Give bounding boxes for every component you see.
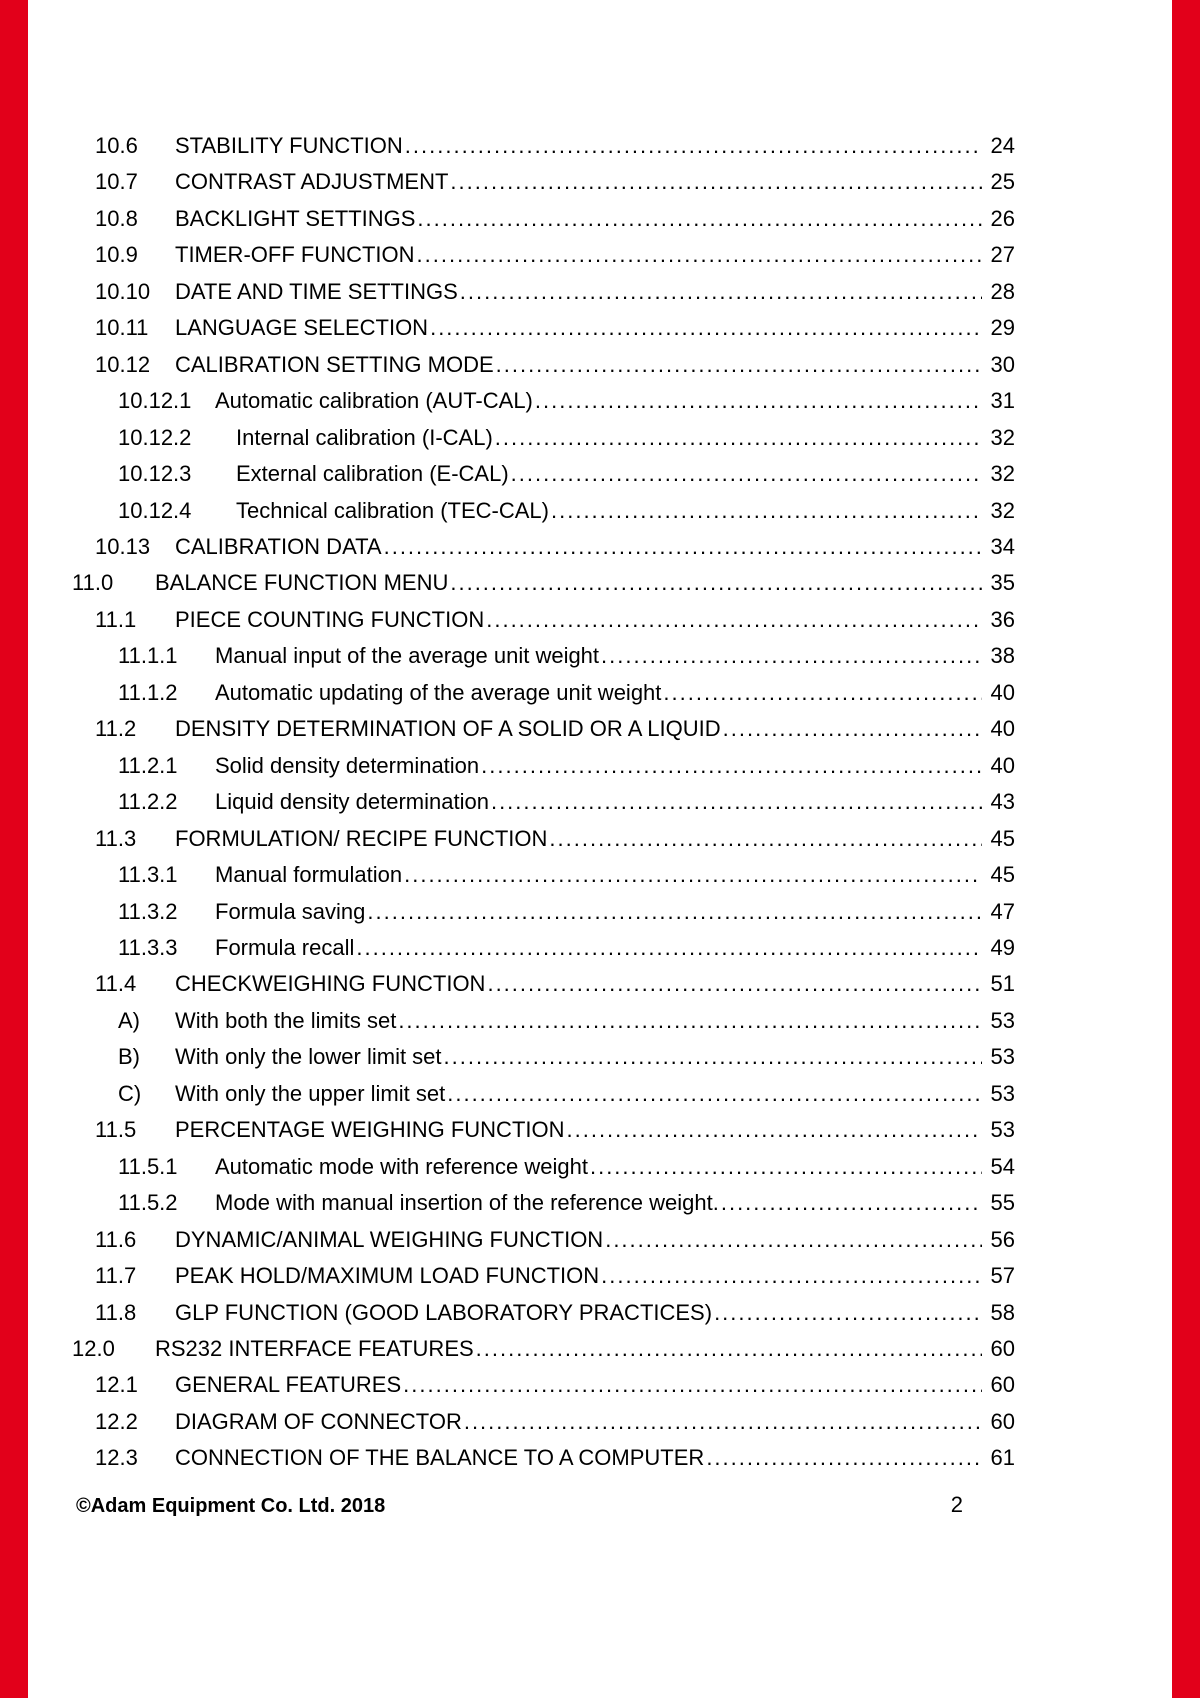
toc-entry [72,857,1015,893]
toc-entry-page-number: 45 [990,825,1015,851]
toc-entry-page-number: 58 [990,1299,1015,1325]
toc-entry-number: 12.3 [95,1445,138,1471]
toc-entry [72,529,1015,565]
toc-entry-page-number: 53 [990,1080,1015,1106]
toc-entry-label: DYNAMIC/ANIMAL WEIGHING FUNCTION [175,1226,604,1252]
toc-entry-label: CONNECTION OF THE BALANCE TO A COMPUTER [175,1445,705,1471]
toc-entry [72,128,1015,164]
toc-entry-label: Mode with manual insertion of the reference weight. [215,1190,719,1216]
toc-entry-label: Automatic updating of the average unit weight [215,679,662,705]
toc-entry [72,565,1015,601]
toc-entry-label: PERCENTAGE WEIGHING FUNCTION [175,1117,565,1143]
toc-entry [72,1076,1015,1112]
toc-entry-label: Internal calibration (I-CAL) [236,424,493,450]
toc-leader-dots [496,347,982,383]
toc-leader-dots [398,1003,982,1039]
toc-entry [72,1185,1015,1221]
toc-entry-page-number: 54 [990,1153,1015,1179]
toc-entry-number: 10.7 [95,169,138,195]
toc-entry [72,638,1015,674]
toc-entry-number: 11.3.3 [118,934,178,960]
toc-entry-label: Formula recall [215,934,355,960]
toc-entry-number: 12.2 [95,1408,138,1434]
toc-entry-page-number: 35 [990,570,1015,596]
toc-leader-dots [464,1404,982,1440]
toc-entry-number: 11.2.2 [118,789,178,815]
toc-entry-page-number: 47 [990,898,1015,924]
toc-entry-label: Manual input of the average unit weight [215,643,600,669]
toc-leader-dots [405,128,982,164]
toc-leader-dots [476,1331,982,1367]
toc-entry-page-number: 29 [990,315,1015,341]
toc-entry-page-number: 32 [990,424,1015,450]
toc-leader-dots [567,1112,983,1148]
toc-entry-page-number: 36 [990,606,1015,632]
toc-entry-number: 11.5 [95,1117,137,1143]
toc-entry [72,164,1015,200]
toc-entry-label: GLP FUNCTION (GOOD LABORATORY PRACTICES) [175,1299,713,1325]
toc-entry-number: 11.5.2 [118,1190,178,1216]
toc-entry-page-number: 53 [990,1117,1015,1143]
toc-entry-page-number: 43 [990,789,1015,815]
toc-entry-label: With only the lower limit set [175,1044,442,1070]
toc-entry-label: External calibration (E-CAL) [236,461,509,487]
toc-leader-dots [367,894,982,930]
toc-entry-number: 11.4 [95,971,137,997]
toc-entry-label: DENSITY DETERMINATION OF A SOLID OR A LIQUID [175,716,721,742]
toc-entry [72,711,1015,747]
toc-leader-dots [601,1258,982,1294]
toc-entry [72,201,1015,237]
toc-entry-page-number: 26 [990,205,1015,231]
toc-entry-label: Liquid density determination [215,789,489,815]
toc-entry-number: 11.2 [95,716,137,742]
toc-entry-label: Manual formulation [215,862,403,888]
toc-entry-number: 10.8 [95,205,138,231]
toc-entry-page-number: 61 [990,1445,1015,1471]
toc-leader-dots [511,456,982,492]
toc-entry [72,784,1015,820]
toc-leader-dots [590,1149,982,1185]
toc-entry-number: 11.8 [95,1299,137,1325]
toc-entry-label: CALIBRATION DATA [175,533,382,559]
toc-leader-dots [447,1076,982,1112]
toc-leader-dots [495,420,982,456]
toc-entry-page-number: 38 [990,643,1015,669]
toc-leader-dots [601,638,982,674]
toc-leader-dots [535,383,982,419]
toc-entry-page-number: 56 [990,1226,1015,1252]
toc-entry [72,493,1015,529]
toc-entry-number: 10.6 [95,133,138,158]
toc-leader-dots [356,930,982,966]
toc-entry-number: 11.1 [95,606,137,632]
toc-entry-number: 11.0 [72,570,114,596]
table-of-contents [72,128,1015,1477]
toc-entry-label: FORMULATION/ RECIPE FUNCTION [175,825,548,851]
toc-entry [72,1222,1015,1258]
toc-entry-label: BACKLIGHT SETTINGS [175,205,416,231]
toc-entry [72,1149,1015,1185]
toc-entry [72,930,1015,966]
toc-entry-label: With both the limits set [175,1007,397,1033]
toc-leader-dots [450,164,982,200]
toc-entry [72,966,1015,1002]
toc-entry-page-number: 53 [990,1007,1015,1033]
toc-entry-label: STABILITY FUNCTION [175,133,403,158]
toc-entry-number: 12.0 [72,1335,115,1361]
toc-entry-label: DATE AND TIME SETTINGS [175,278,458,304]
toc-entry-label: Technical calibration (TEC-CAL) [236,497,549,523]
toc-entry-number: 10.9 [95,242,138,268]
toc-entry-number: 10.12.2 [118,424,192,450]
toc-entry [72,456,1015,492]
toc-entry-number: 10.13 [95,533,151,559]
toc-entry-number: 11.1.2 [118,679,178,705]
toc-entry-page-number: 40 [990,679,1015,705]
toc-leader-dots [721,1185,982,1221]
toc-entry-page-number: 53 [990,1044,1015,1070]
toc-leader-dots [444,1039,982,1075]
toc-entry-number: 10.12.3 [118,461,192,487]
toc-entry-number: 10.11 [95,315,149,341]
toc-entry-number: 11.7 [95,1263,137,1289]
toc-leader-dots [706,1440,982,1476]
toc-entry-page-number: 40 [990,752,1015,778]
page-footer [76,1492,1015,1518]
toc-entry-number: 12.1 [95,1372,138,1398]
toc-entry-number: A) [118,1007,140,1033]
toc-entry [72,1440,1015,1476]
toc-entry-label: PEAK HOLD/MAXIMUM LOAD FUNCTION [175,1263,600,1289]
toc-entry-page-number: 31 [990,388,1015,414]
toc-entry-page-number: 45 [990,862,1015,888]
toc-entry-number: 11.5.1 [118,1153,178,1179]
footer-copyright: ©Adam Equipment Co. Ltd. 2018 [76,1495,386,1517]
toc-entry-number: 10.12.1 [118,388,192,414]
toc-leader-dots [486,602,982,638]
toc-entry-number: 11.3.2 [118,898,178,924]
toc-entry-page-number: 60 [990,1408,1015,1434]
toc-entry [72,1258,1015,1294]
toc-entry [72,1331,1015,1367]
toc-entry [72,383,1015,419]
toc-entry-label: Automatic mode with reference weight [215,1153,588,1179]
toc-entry-number: 10.12 [95,351,151,377]
toc-entry-label: LANGUAGE SELECTION [175,315,429,341]
toc-entry-label: GENERAL FEATURES [175,1372,402,1398]
toc-entry-number: 10.12.4 [118,497,192,523]
toc-entry-page-number: 55 [990,1190,1015,1216]
toc-entry [72,602,1015,638]
toc-entry-page-number: 24 [990,133,1015,158]
toc-leader-dots [714,1295,982,1331]
toc-entry-number: 11.1.1 [118,643,178,669]
toc-entry-page-number: 60 [990,1372,1015,1398]
toc-leader-dots [605,1222,982,1258]
toc-entry-label: TIMER-OFF FUNCTION [175,242,415,268]
toc-entry-number: 11.3 [95,825,137,851]
toc-entry-number: 11.6 [95,1226,137,1252]
toc-entry [72,1112,1015,1148]
toc-entry-page-number: 57 [990,1263,1015,1289]
toc-entry-page-number: 40 [990,716,1015,742]
toc-leader-dots [551,493,982,529]
toc-leader-dots [384,529,982,565]
toc-leader-dots [430,310,982,346]
toc-entry-label: Solid density determination [215,752,480,778]
toc-entry [72,420,1015,456]
toc-entry-label: CALIBRATION SETTING MODE [175,351,494,377]
toc-entry-label: With only the upper limit set [175,1080,446,1106]
toc-leader-dots [404,857,982,893]
toc-entry [72,237,1015,273]
toc-entry-number: 11.3.1 [118,862,178,888]
toc-leader-dots [417,237,982,273]
toc-entry-number: 10.10 [95,278,151,304]
toc-entry-page-number: 27 [990,242,1015,268]
toc-entry-label: PIECE COUNTING FUNCTION [175,606,485,632]
footer-page-number: 2 [950,1492,963,1517]
page-edge-right-red-bar [1172,0,1200,1698]
toc-entry-label: RS232 INTERFACE FEATURES [155,1335,474,1361]
toc-entry-page-number: 30 [990,351,1015,377]
toc-entry-page-number: 32 [990,461,1015,487]
toc-entry [72,347,1015,383]
toc-entry-label: Automatic calibration (AUT-CAL) [215,388,533,414]
toc-entry-label: CHECKWEIGHING FUNCTION [175,971,486,997]
toc-entry [72,748,1015,784]
toc-leader-dots [481,748,982,784]
toc-leader-dots [460,274,982,310]
toc-entry-page-number: 34 [990,533,1015,559]
toc-entry [72,310,1015,346]
toc-entry [72,1404,1015,1440]
toc-entry [72,274,1015,310]
toc-entry [72,821,1015,857]
toc-entry [72,1039,1015,1075]
toc-entry [72,1003,1015,1039]
toc-entry-label: DIAGRAM OF CONNECTOR [175,1408,462,1434]
toc-entry-page-number: 60 [990,1335,1015,1361]
toc-leader-dots [549,821,982,857]
toc-leader-dots [417,201,982,237]
toc-entry-page-number: 49 [990,934,1015,960]
toc-entry [72,1295,1015,1331]
toc-entry-label: Formula saving [215,898,366,924]
toc-leader-dots [403,1367,982,1403]
toc-entry-number: C) [118,1080,142,1106]
toc-entry-number: 11.2.1 [118,752,178,778]
toc-entry [72,1367,1015,1403]
toc-leader-dots [663,675,982,711]
toc-entry-label: BALANCE FUNCTION MENU [155,570,449,596]
toc-entry [72,894,1015,930]
toc-entry-page-number: 32 [990,497,1015,523]
toc-entry-number: B) [118,1044,140,1070]
toc-entry-page-number: 28 [990,278,1015,304]
toc-entry-label: CONTRAST ADJUSTMENT [175,169,449,195]
toc-entry [72,675,1015,711]
page-edge-left-red-bar [0,0,28,1698]
toc-entry-page-number: 51 [990,971,1015,997]
toc-entry-page-number: 25 [990,169,1015,195]
toc-leader-dots [491,784,982,820]
toc-leader-dots [450,565,982,601]
toc-leader-dots [723,711,982,747]
toc-leader-dots [487,966,982,1002]
